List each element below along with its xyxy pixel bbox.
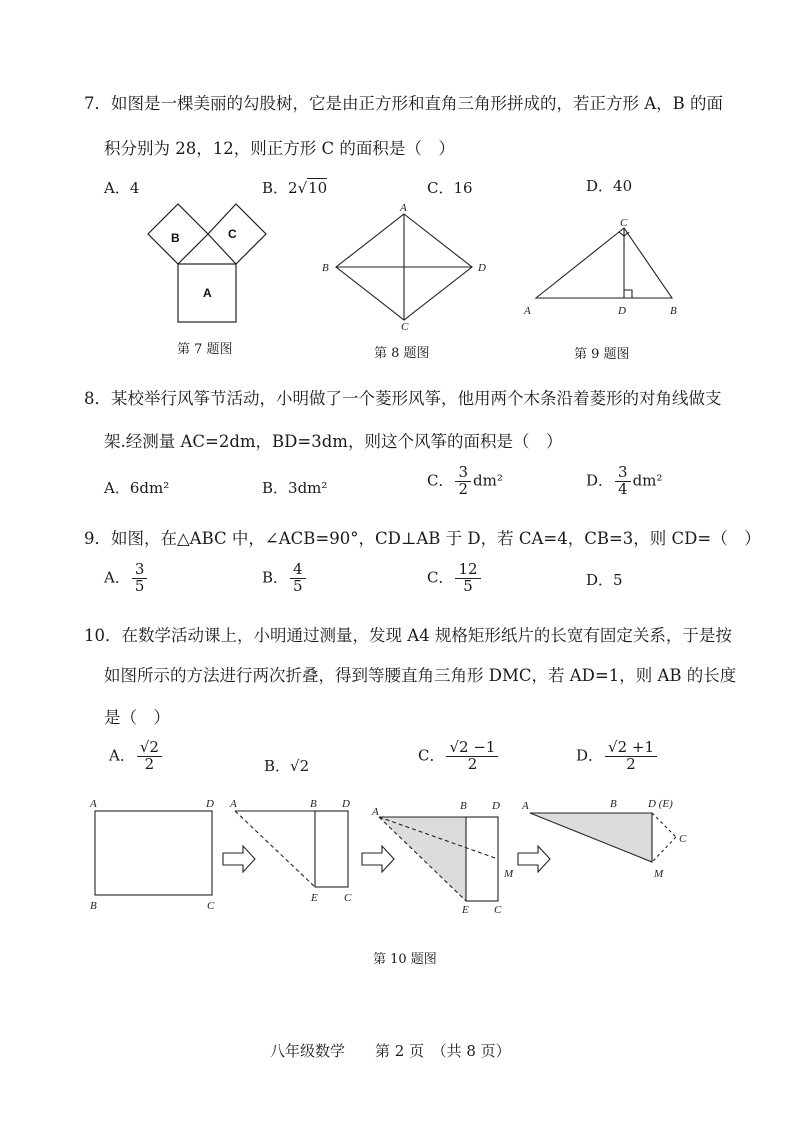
fig10-s4-m: M [654, 868, 664, 880]
fig10-s2-b: B [310, 798, 317, 810]
q10-option-c: C． $\frac{√2 -1}{2}$ [418, 740, 500, 773]
q9-option-d: D．5 [586, 571, 623, 589]
fig7-square-c [208, 204, 266, 264]
fig10-s1-c: C [207, 900, 215, 912]
fig10-s4-a: A [522, 800, 529, 812]
fig10-s3-m: M [504, 868, 514, 880]
q8-option-b: B．3dm² [262, 479, 328, 497]
page-footer: 八年级数学 第 2 页 （共 8 页） [270, 1042, 511, 1060]
fig8-label-d: D [478, 262, 486, 274]
fig7-pythagoras-tree [140, 196, 280, 326]
fig10-step2 [235, 811, 348, 887]
fig10-arrow-1 [223, 846, 255, 872]
fig10-s2-c: C [344, 892, 352, 904]
fig10-s4-d: D (E) [648, 798, 673, 810]
q7-line2: 积分别为 28，12，则正方形 C 的面积是（ ） [104, 139, 455, 158]
q8-option-d: D． $\frac{3}{4}$ dm² [586, 463, 663, 498]
fig10-s1-b: B [90, 900, 97, 912]
q10-option-b: B．√2 [264, 757, 310, 775]
fig8-caption: 第 8 题图 [374, 346, 430, 361]
fig10-s3-a: A [372, 806, 379, 818]
fig9-caption: 第 9 题图 [574, 347, 630, 362]
q7-line1: 7．如图是一棵美丽的勾股树，它是由正方形和直角三角形拼成的，若正方形 A，B 的面 [84, 94, 724, 113]
q9-option-b: B． $\frac{4}{5}$ [262, 562, 308, 595]
fig10-caption: 第 10 题图 [373, 952, 437, 967]
fig10-s2-e: E [311, 892, 318, 904]
q10-option-d: D． $\frac{√2 +1}{2}$ [576, 740, 659, 773]
fig10-step3 [379, 817, 498, 901]
q10-line3: 是（ ） [104, 708, 170, 727]
q10-line2: 如图所示的方法进行两次折叠，得到等腰直角三角形 DMC，若 AD=1，则 AB 的长度 [104, 666, 737, 685]
fig7-label-c: C [228, 227, 237, 241]
fig10-step4 [530, 813, 676, 862]
fig10-arrow-2 [362, 846, 394, 872]
fig10-s2-a: A [230, 798, 237, 810]
fig10-folding-sequence [86, 795, 706, 920]
fig7-caption: 第 7 题图 [177, 342, 233, 357]
fig10-s1-d: D [206, 798, 214, 810]
fig8-rhombus [318, 202, 493, 332]
fig9-label-a: A [524, 305, 531, 317]
fig8-label-a: A [400, 202, 407, 214]
fig9-label-d: D [618, 305, 626, 317]
fig9-right-triangle [518, 218, 688, 323]
q10-line1: 10．在数学活动课上，小明通过测量，发现 A4 规格矩形纸片的长宽有固定关系，于是按 [84, 626, 732, 645]
fig10-step1 [95, 811, 212, 895]
q7-option-b: B．2√10 [262, 179, 328, 197]
fig10-s3-e: E [462, 904, 469, 916]
q7-option-c: C．16 [427, 179, 473, 197]
q9-line1: 9．如图，在△ABC 中，∠ACB=90°，CD⊥AB 于 D，若 CA=4，CB=3，则 CD=（ ） [84, 529, 761, 548]
fig10-s3-c: C [494, 904, 502, 916]
q9-option-c: C． $\frac{12}{5}$ [427, 562, 483, 595]
fig8-label-c: C [401, 321, 409, 333]
fig9-label-b: B [670, 305, 677, 317]
q10-option-a: A． $\frac{√2}{2}$ [109, 740, 164, 773]
fig7-label-a: A [203, 286, 212, 300]
fig8-label-b: B [322, 262, 329, 274]
q7-option-a: A．4 [104, 179, 140, 197]
q8-option-a: A．6dm² [104, 479, 170, 497]
q9-option-a: A． $\frac{3}{5}$ [104, 562, 149, 595]
fig9-label-c: C [620, 217, 628, 229]
q8-line2: 架.经测量 AC=2dm，BD=3dm，则这个风筝的面积是（ ） [104, 432, 563, 451]
q7-option-d: D．40 [586, 177, 633, 195]
fig10-s3-b: B [460, 800, 467, 812]
fig10-s2-d: D [342, 798, 350, 810]
fig10-s4-c: C [679, 833, 687, 845]
fig10-s1-a: A [90, 798, 97, 810]
q8-line1: 8．某校举行风筝节活动，小明做了一个菱形风筝，他用两个木条沿着菱形的对角线做支 [84, 389, 722, 408]
fig10-arrow-3 [518, 846, 550, 872]
q8-option-c: C． $\frac{3}{2}$ dm² [427, 463, 503, 498]
fig10-s4-b: B [610, 798, 617, 810]
fig7-label-b: B [171, 231, 180, 245]
fig10-s3-d: D [492, 800, 500, 812]
